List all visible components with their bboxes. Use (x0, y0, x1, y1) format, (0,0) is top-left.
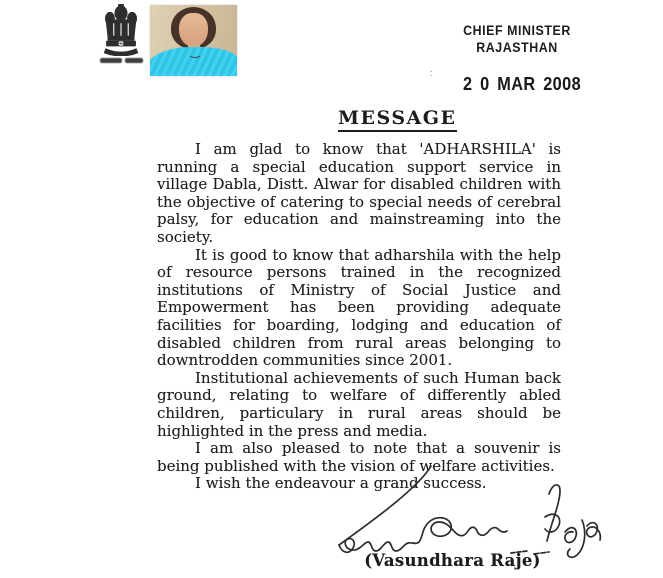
portrait-necklace (188, 49, 202, 58)
paragraph-5: I wish the endeavour a grand success. (195, 474, 487, 493)
portrait-photo (150, 5, 237, 76)
national-emblem (94, 4, 148, 63)
ashoka-emblem-icon (99, 4, 143, 56)
paragraph-2: It is good to know that adharshila with the help of resource persons trained in the recognized institutions of Ministry of Social Justice and Empowerment has been providing adequate facilities for boarding, lodging and education of disabled children from rural areas belonging to downtrodden communities since 2001. (157, 245, 561, 370)
paragraph-1: I am glad to know that 'ADHARSHILA' is running a special education support service in village Dabla, Distt. Alwar for disabled children with the objective of catering to special needs of cerebral palsy, for education and mainstreaming into the society. (157, 140, 561, 246)
portrait-face (179, 13, 208, 47)
emblem-motto (94, 58, 148, 63)
paragraph-4: I am also pleased to note that a souvenir is being published with the vision of welfare activities. (157, 439, 561, 475)
scan-speck: : (430, 68, 433, 78)
office-header (460, 22, 574, 56)
date-stamp: 2 0 MAR 2008 (463, 73, 582, 94)
signatory-name: (Vasundhara Raje) (364, 551, 541, 570)
signature-image (318, 460, 603, 560)
paragraph-3: Institutional achievements of such Human back ground, relating to welfare of differently abled children, particulary in rural areas should be highlighted in the press and media. (157, 368, 561, 440)
letter-title: MESSAGE (338, 107, 457, 132)
office-line2: RAJASTHAN (476, 40, 558, 55)
office-line1: CHIEF MINISTER (463, 23, 571, 38)
letter-body (157, 141, 561, 493)
